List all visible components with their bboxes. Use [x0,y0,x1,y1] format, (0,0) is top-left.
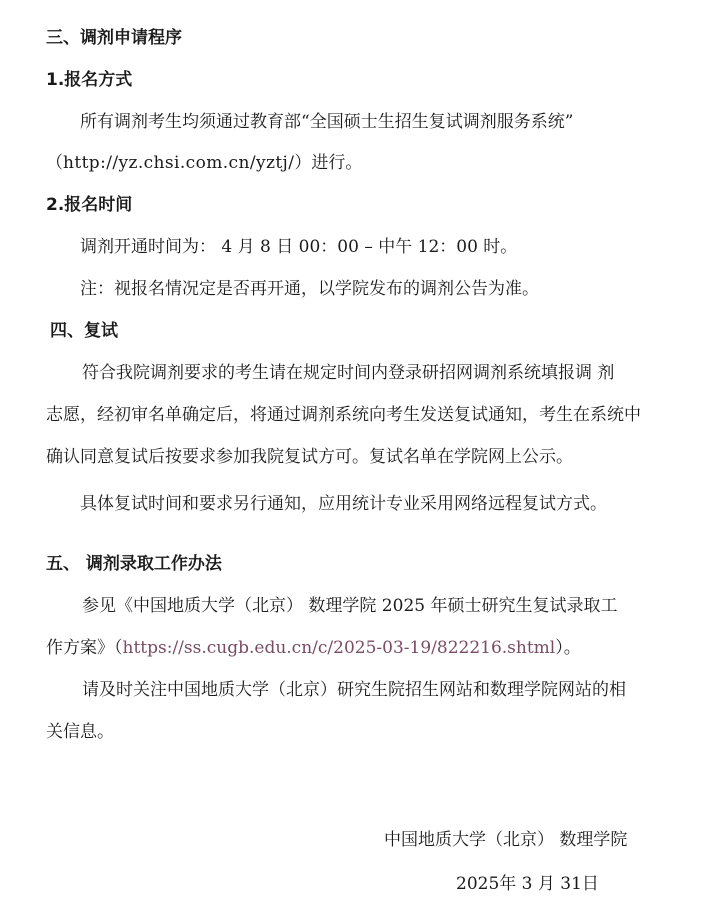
retest-para-2: 具体复试时间和要求另行通知，应用统计专业采用网络远程复试方式。 [80,494,607,514]
plan-title-suffix: 作方案》（ [46,638,123,658]
cugb-url-link[interactable]: https://ss.cugb.edu.cn/c/2025-03-19/822216.shtml [122,638,556,658]
paren-open: （ [46,153,63,173]
retest-para-1-line-1: 符合我院调剂要求的考生请在规定时间内登录研招网调剂系统填报调 剂 [82,363,615,383]
retest-para-1-line-2: 志愿，经初审名单确定后，将通过调剂系统向考生发送复试通知，考生在系统中 [46,405,641,425]
chsi-url-text: http://yz.chsi.com.cn/yztj/ [63,153,295,173]
signature-organization: 中国地质大学（北京） 数理学院 [384,830,628,850]
registration-method-line-2 [46,151,362,175]
section-4-heading: 四、复试 [50,321,118,341]
registration-method-line-1: 所有调剂考生均须通过教育部“全国硕士生招生复试调剂服务系统” [80,112,574,132]
signature-date: 2025年 3 月 31日 [456,874,599,894]
section-3-heading: 三、调剂申请程序 [46,28,182,48]
admission-para-1-line-1: 参见《中国地质大学（北京） 数理学院 2025 年硕士研究生复试录取工 [82,596,618,616]
admission-para-1-line-2 [46,636,581,660]
line-suffix: ）。 [555,638,581,658]
registration-time-line: 调剂开通时间为： 4 月 8 日 00：00 – 中午 12：00 时。 [80,237,518,257]
admission-para-2-line-2: 关信息。 [46,722,114,742]
section-5-heading: 五、 调剂录取工作办法 [46,554,222,574]
subsection-registration-method-title: 1.报名方式 [46,70,133,90]
retest-para-1-line-3: 确认同意复试后按要求参加我院复试方可。复试名单在学院网上公示。 [46,447,573,467]
admission-para-2-line-1: 请及时关注中国地质大学（北京）研究生院招生网站和数理学院网站的相 [82,680,626,700]
line-2-suffix: ）进行。 [294,153,363,173]
registration-note: 注：视报名情况定是否再开通，以学院发布的调剂公告为准。 [80,279,539,299]
subsection-registration-time-title: 2.报名时间 [46,195,133,215]
